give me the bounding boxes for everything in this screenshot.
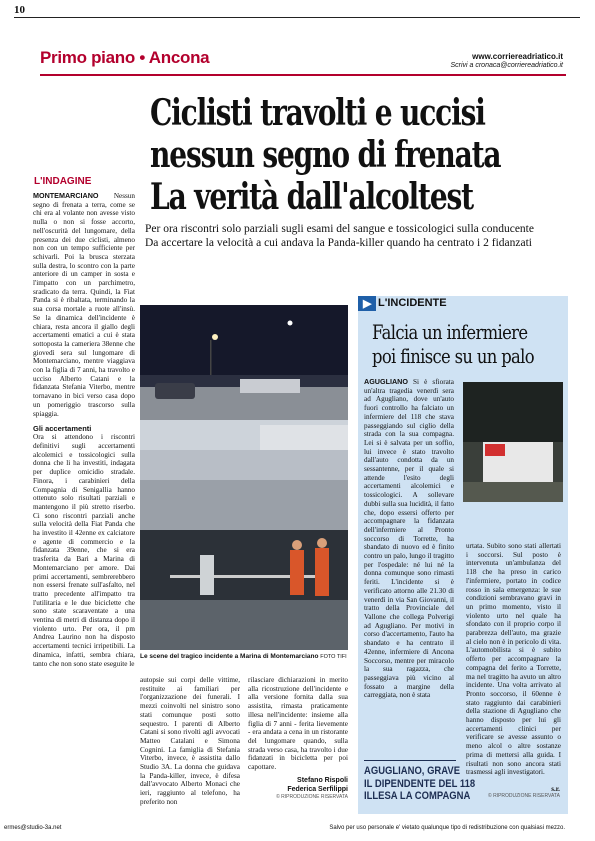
article-column-2 [140, 676, 240, 807]
incident-dateline: AGUGLIANO [364, 377, 408, 386]
page-number: 10 [14, 4, 25, 16]
top-rule [14, 17, 580, 18]
col3-text: rilasciare dichiarazioni in merito alla ricostruzione dell'incidente e alla versione fornita dalla sua assistita, rimasta praticamente illesa nell'incidente: insieme alla figlia di 7 anni - ferita lievemente - era andata a cena in un ristorante del lungomare quando, sulla strada verso casa, ha travolto i due fidanzati in bicicletta per poi capottare. [248, 676, 348, 772]
main-headline: Ciclisti travolti e uccisi nessun segno di frenata La verità dall'alcoltest [150, 92, 501, 218]
col1-text-2: Ora si attendono i riscontri definitivi sugli accertamenti alcolemici e tossicologici sulla donna che li ha investiti, indagata per duplice omicidio stradale. Finora, i carabinieri della Compagnia di Senigallia hanno ottenuto solo risultati parziali e mantengono il più stretto riserbo. Ci sono riscontri parziali anche sulla velocità della Fiat Panda che ha investito il 42enne ex calciatore e agente di commercio e la fidanzata 39enne, che si era trasferita da Bari a Marina di Montemarciano per amore. Dai primi accertamenti, sembrerebbero non essersi frenate sull'asfalto, nel tratto precedente all'impatto tra l'utilitaria e le due biciclette che sono state scaraventate a una ventina di metri di distanza dopo il violento urto. Per ora, il pm Andrea Laurino non ha disposto accertamenti tecnici irripetibili. La dinamica, infatti, sembra chiara, tanto che non sono state eseguite le [33, 433, 135, 668]
photo-caption [140, 653, 355, 660]
incident-column-2 [466, 542, 561, 777]
photo-rescuers [140, 530, 348, 650]
photo-road-scene [140, 420, 348, 530]
incident-signature: s.r. © RIPRODUZIONE RISERVATA [488, 785, 560, 799]
photo-ambulance [463, 382, 563, 502]
incident-kicker: L'INCIDENTE [378, 297, 447, 309]
site-mail[interactable]: Scrivi a cronaca@corriereadriatico.it [450, 62, 563, 69]
photo-night-scene [140, 305, 348, 420]
col1-text: Nessun segno di frenata a terra, come se chi era al volante non avesse visto nulla o non si fosse accorto, nell'oscurità del lungomare, della presenza dei due ciclisti, almeno non con un tempo sufficiente per schivarli. Poi la brusca sterzata sulla destra, lo scontro con la parte anteriore di un camper in sosta e l'impatto con un parchimetro, sradicato da terra. Quindi, la Fiat Panda si è ribaltata, terminando la sua corsa mortale a ruote all'insù. Se la dinamica dell'incidente è chiara, resta ancora il giallo degli accertamenti ematici a cui è stata sottoposta la cameriera 38enne che giovedì sera sul lungomare di Montemarciano, mentre viaggiava con la figlia di 7 anni, ha travolto e ucciso Alberto Catani e la fidanzata Stefania Viterbo, mentre tornavano in bici verso casa dopo un pomeriggio trascorso sulla spiaggia. [33, 192, 135, 418]
bylines: Stefano Rispoli Federica Serfilippi © RIPRODUZIONE RISERVATA [276, 777, 348, 800]
caption-credit: FOTO TIFI [320, 654, 347, 660]
dateline: MONTEMARCIANO [33, 191, 99, 200]
subheading-accertamenti: Gli accertamenti [33, 424, 92, 434]
incident-col2-text: urtata. Subito sono stati allertati i soccorsi. Sul posto è intervenuta un'ambulanza del 118 che ha preso in carico l'infermiere, portato in codice rosso in sala emergenza: le sue condizioni sembravano gravi in un primo momento, visto il violento urto nel quale ha sfondato con il proprio corpo il parabrezza dell'auto, ma grazie al cielo non è in pericolo di vita. L'automobilista si è subito offerto per accompagnare la compagna del ferito a Torrette, ma nel tragitto ha avuto un altro incidente. Una volta arrivato al Pronto soccorso, il 60enne è stato raggiunto dai carabinieri della stazione di Agugliano che hanno disposto per lui gli accertamenti clinici per verificare se avesse assunto o meno alcol o altre sostanze prima di mettersi alla guida. I risultati non sono ancora stati trasmessi agli investigatori. [466, 542, 561, 777]
section-title: Primo piano • Ancona [40, 48, 210, 67]
caption-text: Le scene del tragico incidente a Marina di Montemarciano [140, 653, 319, 660]
incident-marker: ▶ [358, 296, 376, 311]
footer-notice: Salvo per uso personale e' vietato qualunque tipo di redistribuzione con qualsiasi mezzo. [329, 825, 565, 831]
investigation-kicker: L'INDAGINE [34, 176, 92, 187]
section-rule [40, 74, 566, 76]
incident-column-1 [364, 378, 454, 700]
main-subhead: Per ora riscontri solo parziali sugli esami del sangue e tossicologici sulla conducente Da accertare la velocità a cui andava la Panda-killer quando ha centrato i 2 fidanzati [145, 223, 534, 249]
article-column-1 [33, 192, 135, 668]
col2-text: autopsie sui corpi delle vittime, restituite ai familiari per l'organizzazione dei funerali. I mezzi coinvolti nel sinistro sono stati comunque posti sotto sequestro. I parenti di Alberto Catani si sono rivolti agli avvocati Matteo Catalani e Simona Cognini. La famiglia di Stefania Viterbo, invece, è assistita dallo Studio 3A. La donna che guidava la Panda-killer, invece, è difesa dall'avvocato Alberto Monaci che ieri, raggiunto al telefono, ha preferito non [140, 676, 240, 806]
incident-title: Falcia un infermiere poi finisce su un palo [372, 320, 534, 368]
footer-email[interactable]: ermes@studio-3a.net [4, 825, 62, 831]
pull-quote: AGUGLIANO, GRAVE IL DIPENDENTE DEL 118 ILLESA LA COMPAGNA [364, 765, 476, 802]
quote-rule [364, 760, 456, 761]
site-url[interactable]: www.corriereadriatico.it [472, 52, 563, 61]
article-column-3 [248, 676, 348, 772]
incident-col1-text: Si è sfiorata un'altra tragedia venerdì sera ad Agugliano, dove un'auto fuori controllo ha falciato un infermiere del 118 che stava passeggiando sul ciglio della strada con la sua compagna. Lei si è salvata per un soffio, lui invece è stato travolto dall'auto condotta da un sessantenne, per il quale si attende l'esito degli accertamenti alcolemici e tossicologici. A sollevare dubbi sulla sua lucidità, il fatto che, dopo essersi offerto per accompagnare la fidanzata dell'infermiere al Pronto soccorso di Torrette, ha sbandato di nuovo ed è finito contro un palo, lungo il tragitto per l'ospedale: né lui né la donna comunque sono rimasti feriti. L'incidente si è verificato attorno alle 21.30 di venerdì in via San Giovanni, il tratto della Provinciale del Vallone che collega Polverigi ad Agugliano. Per motivi in corso d'accertamento, l'auto ha sbandato e ha centrato il 42enne, infermiere di Ancona Soccorso, mentre per miracolo la sua ragazza, che passeggiava più vicino al fossato a margine della carreggiata, non è stata [364, 378, 454, 700]
